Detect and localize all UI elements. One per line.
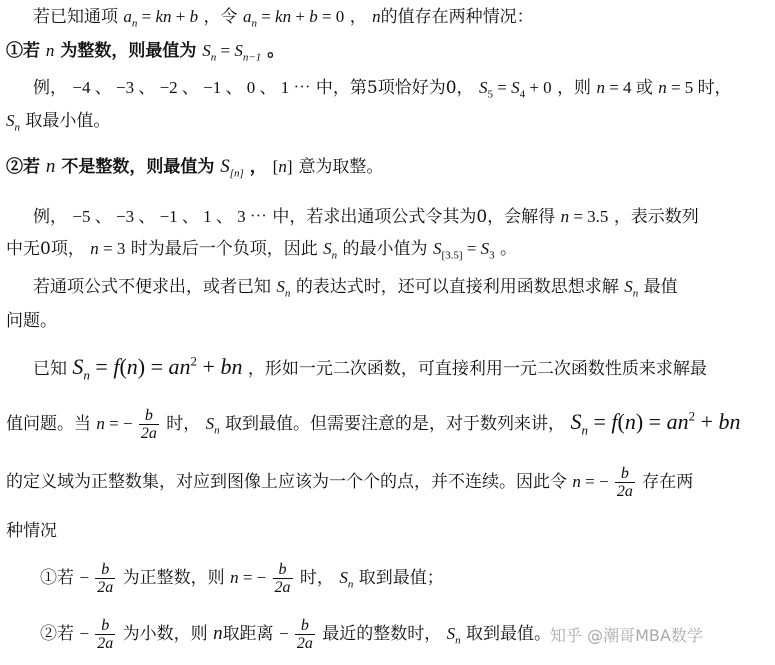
text: ，表示数列 xyxy=(613,207,699,227)
text: ， xyxy=(349,7,367,27)
case-1-heading: ①若 n 为整数，则最值为 $S_n = S_{n-1}$ 。 xyxy=(6,41,285,64)
text: ，形如一元二次函数，可直接利用一元二次函数性质来求解最 xyxy=(247,359,707,379)
paragraph-4-line3: 的定义域为正整数集，对应到图像上应该为一个个的点，并不连续。因此令 n = − $\frac{b}{2a}$ 存在两 xyxy=(6,465,694,500)
text: ， xyxy=(249,157,267,177)
text: 例， xyxy=(33,78,67,98)
text: 最近的整数时， xyxy=(322,624,442,644)
sequence: −5 、 −3 、 −1 、 1 、 3 ⋯ xyxy=(72,207,267,226)
paragraph-3: 若通项公式不便求出，或者已知 $S_n$ 的表达式时，还可以直接利用函数思想求解 $S_n$ 最值 xyxy=(33,277,678,300)
text: 若已知通项 xyxy=(33,7,118,27)
example-1: 例， −4 、 −3 、 −2 、 −1 、 0 、 1 ⋯ 中，第5项恰好为0， $S_5 = S_4 + 0$ ，则 n = 4 或 n = 5 时， xyxy=(33,78,732,101)
text: 时为最后一个负项，因此 xyxy=(130,239,318,259)
text: ，则 xyxy=(557,78,592,98)
text: 取到最值。但需要注意的是，对于数列来讲， xyxy=(225,414,566,434)
text: 取到最值。 xyxy=(466,624,552,644)
paragraph-4: 已知 $S_n = f(n) = an^2$ + bn ，形如一元二次函数，可直接利用一元二次函数性质来求解最 xyxy=(33,353,707,383)
case-item-1: ①若 − $\frac{b}{2a}$ 为正整数，则 n = − $\frac{b}{2a}$ 时， $S_n$ 取到最值； xyxy=(40,561,444,596)
text: 的最小值为 xyxy=(342,239,428,259)
text: 值问题。当 xyxy=(6,414,91,434)
text: 问题。 xyxy=(6,311,57,331)
text: 时， xyxy=(697,78,732,98)
case-item-2: ②若 − $\frac{b}{2a}$ 为小数，则 n取距离 − $\frac{b}{2a}$ 最近的整数时， $S_n$ 取到最值。 xyxy=(40,617,552,652)
text: ，令 xyxy=(203,7,238,27)
text: 例， xyxy=(33,207,67,227)
text: 取到最值； xyxy=(358,568,444,588)
text: 存在两 xyxy=(642,472,694,492)
text: 取最小值。 xyxy=(25,111,111,131)
text: 。 xyxy=(500,239,518,259)
text: ②若 xyxy=(6,157,40,177)
text: 中，第5项恰好为0， xyxy=(315,78,474,98)
text: 。 xyxy=(267,41,285,61)
text: 不是整数，则最值为 xyxy=(61,157,215,177)
text: ①若 xyxy=(40,568,74,588)
case-2-heading: ②若 n 不是整数，则最值为 $S_{[n]}$ ， [n] 意为取整。 xyxy=(6,156,384,180)
text: 若通项公式不便求出，或者已知 xyxy=(33,277,271,297)
paragraph-3-cont xyxy=(6,310,57,332)
text: 中，若求出通项公式令其为0，会解得 xyxy=(272,207,556,227)
sequence: −4 、 −3 、 −2 、 −1 、 0 、 1 ⋯ xyxy=(72,78,311,97)
text: 的定义域为正整数集，对应到图像上应该为一个个的点，并不连续。因此令 xyxy=(6,472,567,492)
text: 取距离 xyxy=(222,624,274,644)
text: 时， xyxy=(166,414,201,434)
text: 为整数，则最值为 xyxy=(60,41,197,61)
text: 的表达式时，还可以直接利用函数思想求解 xyxy=(295,277,619,297)
example-2-cont: 中无0项， n = 3 时为最后一个负项，因此 $S_n$ 的最小值为 $S_{[3.5]} = S_3$ 。 xyxy=(6,239,518,262)
paragraph-4-line2: 值问题。当 n = − $\frac{b}{2a}$ 时， $S_n$ 取到最值。但需要注意的是，对于数列来讲， $S_n = f(n) = an^2$ + bn xyxy=(6,407,741,442)
text: ②若 xyxy=(40,624,74,644)
intro-line: 若已知通项 $a_n$ = kn + b ，令 $a_n$ = kn + b = 0 ， n的值存在两种情况： xyxy=(33,7,534,30)
text: 最值 xyxy=(643,277,678,297)
example-1-cont: $S_n$ 取最小值。 xyxy=(6,111,111,134)
text: 时， xyxy=(299,568,334,588)
text: 为正整数，则 xyxy=(122,568,225,588)
text: 意为取整。 xyxy=(298,157,384,177)
text: 或 xyxy=(635,78,653,98)
text: 种情况 xyxy=(6,521,57,541)
example-2: 例， −5 、 −3 、 −1 、 1 、 3 ⋯ 中，若求出通项公式令其为0，会解得 n = 3.5 ，表示数列 xyxy=(33,207,699,227)
text: 中无0项， xyxy=(6,239,85,259)
text: ①若 xyxy=(6,41,40,61)
paragraph-4-line4 xyxy=(6,520,57,542)
text: 已知 xyxy=(33,359,67,379)
text: 为小数，则 xyxy=(122,624,208,644)
watermark: 知乎 @潮哥MBA数学 xyxy=(550,626,703,645)
text: 的值存在两种情况： xyxy=(380,7,534,27)
